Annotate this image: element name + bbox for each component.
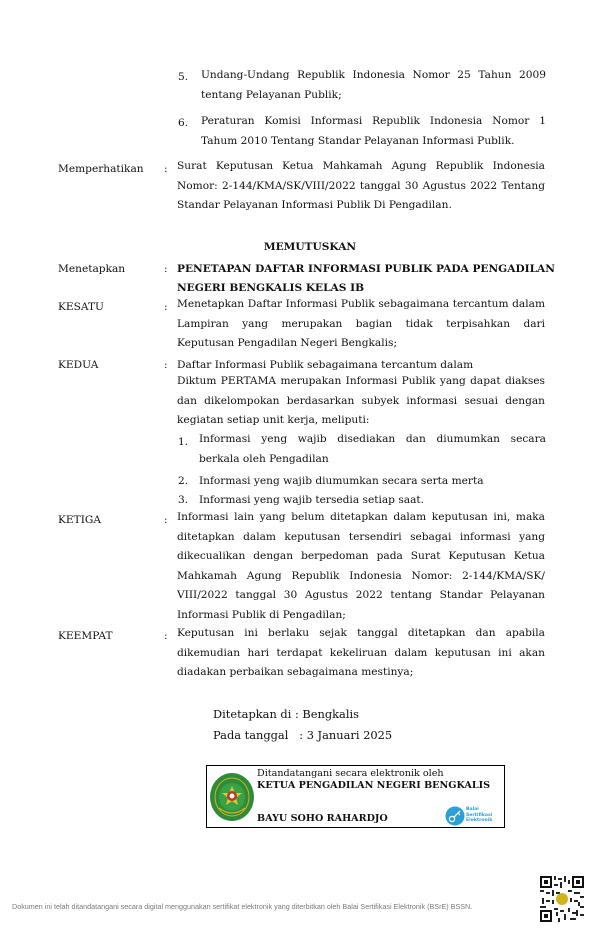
colon: : — [164, 301, 168, 313]
kedua-text: Diktum PERTAMA merupakan Informasi Publik yang dapat diakses dan dikelompokan berdasarkan subyek informasi sesuai dengan kegiatan setiap unit kerja, meliputi: — [177, 375, 545, 426]
signer-position: KETUA PENGADILAN NEGERI BENGKALIS — [257, 780, 491, 791]
list-number: 2. — [178, 475, 189, 487]
kedua-label: KEDUA — [58, 359, 99, 371]
date-line: Pada tanggal : 3 Januari 2025 — [213, 728, 393, 742]
qr-code-icon[interactable] — [540, 876, 584, 922]
signed-by-caption: Ditandatangani secara elektronik oleh — [257, 768, 444, 779]
bsre-text — [466, 807, 492, 824]
menetapkan-title-line2: NEGERI BENGKALIS KELAS IB — [177, 282, 365, 294]
kedua-line1: Daftar Informasi Publik sebagaimana tercantum dalam — [177, 359, 474, 371]
list-text: Informasi yeng wajib tersedia setiap saat. — [199, 494, 425, 506]
list-text: Informasi yeng wajib disediakan dan diumumkan secara berkala oleh Pengadilan — [199, 433, 546, 465]
bsre-line: Elektronik — [466, 818, 493, 824]
colon: : — [164, 359, 168, 371]
list-number: 3. — [178, 494, 189, 506]
list-text: Undang-Undang Republik Indonesia Nomor 25 Tahun 2009 tentang Pelayanan Publik; — [201, 69, 546, 101]
memperhatikan-text: Surat Keputusan Ketua Mahkamah Agung Republik Indonesia Nomor: 2-144/KMA/SK/VIII/2022 tanggal 30 Agustus 2022 Tentang Standar Pelayanan Informasi Publik Di Pengadilan. — [177, 160, 545, 211]
list-number: 5. — [178, 71, 189, 83]
kesatu-label: KESATU — [58, 301, 104, 313]
ketiga-label: KETIGA — [58, 514, 102, 526]
electronic-signature-box — [206, 765, 505, 828]
keempat-text: Keputusan ini berlaku sejak tanggal ditetapkan dan apabila dikemudian hari terdapat kekeliruan dalam keputusan ini akan diadakan perbaikan sebagaimana mestinya; — [177, 627, 545, 678]
digital-signature-footer-note: Dokumen ini telah ditandatangani secara digital menggunakan sertifikat elektronik yang diterbitkan oleh Balai Sertifikasi Elektronik (BSrE) BSSN. — [12, 902, 473, 911]
colon: : — [164, 163, 168, 175]
list-number: 1. — [178, 436, 189, 448]
menetapkan-label: Menetapkan — [58, 263, 126, 275]
list-text: Informasi yeng wajib diumumkan secara serta merta — [199, 475, 484, 487]
memperhatikan-label: Memperhatikan — [58, 163, 144, 175]
signer-name: BAYU SOHO RAHARDJO — [257, 813, 388, 824]
bsre-key-icon — [445, 806, 465, 826]
ketiga-text: Informasi lain yang belum ditetapkan dalam keputusan ini, maka ditetapkan dalam keputusan tersendiri sebagai informasi yang dikecualikan dengan berpedoman pada Surat Keputusan Ketua Mahkamah Agung Republik Indonesia Nomor: 2-144/KMA/SK/ VIII/2022 tanggal 30 Agustus 2022 tentang Standar Pelayanan Informasi Publik di Pengadilan; — [177, 511, 545, 621]
bsre-line: Sertifikasi — [466, 812, 493, 818]
place-line: Ditetapkan di : Bengkalis — [213, 707, 359, 721]
kesatu-text: Menetapkan Daftar Informasi Publik sebagaimana tercantum dalam Lampiran yang merupakan bagian tidak terpisahkan dari Keputusan Pengadilan Negeri Bengkalis; — [177, 298, 545, 349]
court-seal-icon — [209, 772, 255, 822]
colon: : — [164, 263, 168, 275]
list-number: 6. — [178, 117, 189, 129]
colon: : — [164, 630, 168, 642]
menetapkan-title-line1: PENETAPAN DAFTAR INFORMASI PUBLIK PADA PENGADILAN — [177, 263, 555, 275]
colon: : — [164, 514, 168, 526]
bsre-logo — [445, 806, 503, 826]
keempat-label: KEEMPAT — [58, 630, 113, 642]
list-text: Peraturan Komisi Informasi Republik Indonesia Nomor 1 Tahum 2010 Tentang Standar Pelayanan Informasi Publik. — [201, 115, 546, 147]
bsre-line: Balai — [466, 807, 479, 812]
decision-heading: MEMUTUSKAN — [263, 241, 357, 253]
